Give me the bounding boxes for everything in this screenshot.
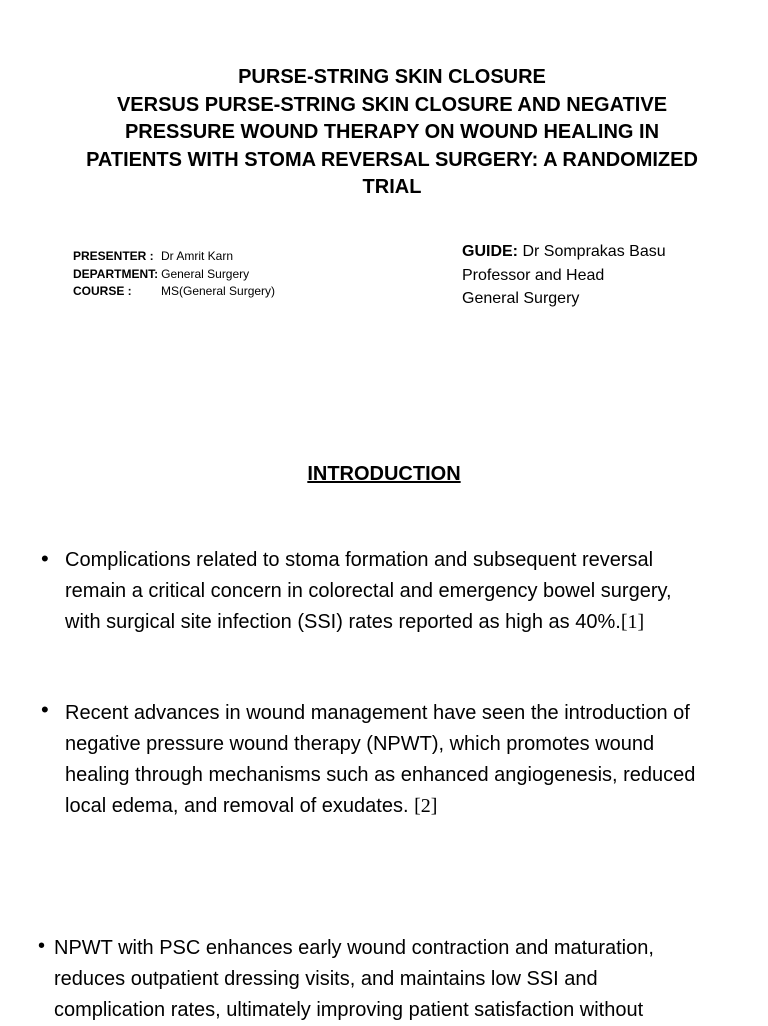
- list-item: [41, 545, 745, 638]
- citation: [1]: [620, 611, 645, 633]
- bullet-text-line: [65, 791, 745, 822]
- bullet-text-line: remain a critical concern in colorectal and emergency bowel surgery,: [65, 580, 672, 602]
- guide-position: Professor and Head: [462, 266, 605, 284]
- department-label: DEPARTMENT:: [73, 266, 159, 281]
- title-line: PURSE-STRING SKIN CLOSURE: [238, 66, 546, 88]
- department-value: General Surgery: [161, 266, 250, 281]
- course-value: MS(General Surgery): [161, 284, 276, 298]
- bullet-text-line: healing through mechanisms such as enhanced angiogenesis, reduced: [65, 764, 696, 786]
- citation: [2]: [414, 795, 438, 817]
- presenter-label: PRESENTER :: [73, 249, 154, 263]
- bullet-icon: •: [41, 546, 49, 571]
- bullet-text-line: Complications related to stoma formation and subsequent reversal: [65, 549, 654, 571]
- department-row: [73, 266, 275, 284]
- bullet-text-line: negative pressure wound therapy (NPWT), which promotes wound: [65, 733, 655, 755]
- presenter-row: [73, 248, 275, 266]
- list-item: [41, 697, 745, 822]
- course-row: [73, 283, 275, 301]
- presenter-value: Dr Amrit Karn: [161, 249, 234, 263]
- bullet-text-line: Recent advances in wound management have seen the introduction of: [65, 702, 690, 724]
- title-line: PRESSURE WOUND THERAPY ON WOUND HEALING IN: [124, 121, 660, 143]
- bullet-icon: •: [38, 935, 46, 957]
- title-line: PATIENTS WITH STOMA REVERSAL SURGERY: A RANDOMIZED: [86, 148, 698, 171]
- introduction-heading: INTRODUCTION: [307, 463, 461, 485]
- guide-info: [462, 240, 666, 311]
- guide-name-row: [462, 240, 666, 264]
- guide-name: Dr Somprakas Basu: [518, 243, 666, 260]
- bullet-text-line: reduces outpatient dressing visits, and maintains low SSI and: [54, 968, 598, 990]
- title-line: TRIAL: [362, 176, 422, 198]
- guide-department: General Surgery: [462, 290, 580, 307]
- bullet-text-line: complication rates, ultimately improving patient satisfaction without: [54, 999, 644, 1021]
- guide-label: GUIDE:: [462, 243, 518, 260]
- bullet-text: with surgical site infection (SSI) rates reported as high as 40%.: [65, 611, 621, 633]
- bullet-text-line: NPWT with PSC enhances early wound contraction and maturation,: [54, 937, 654, 959]
- course-label: COURSE :: [73, 284, 132, 298]
- title-line: VERSUS PURSE-STRING SKIN CLOSURE AND NEGATIVE: [116, 93, 668, 116]
- bullet-icon: •: [41, 697, 49, 722]
- bullet-text-line: [65, 607, 745, 638]
- list-item: [38, 933, 754, 1026]
- presenter-info: [73, 248, 275, 301]
- bullet-text: local edema, and removal of exudates.: [65, 795, 415, 817]
- document-title: [40, 64, 744, 202]
